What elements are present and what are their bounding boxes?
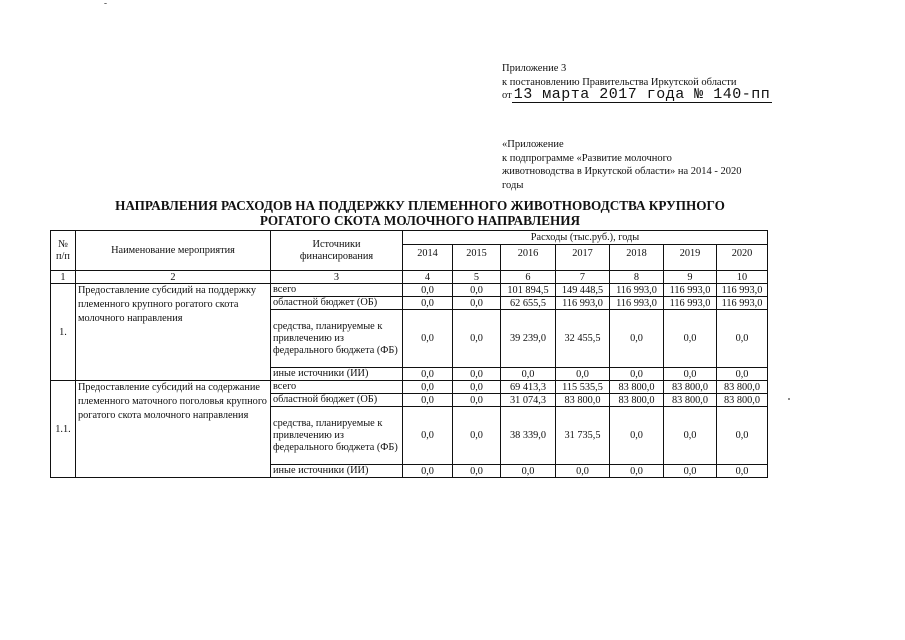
year-header: 2014	[403, 245, 453, 271]
expense-value: 0,0	[717, 407, 768, 465]
annex-note	[502, 62, 772, 103]
expense-value: 83 800,0	[610, 381, 664, 394]
header-expenses: Расходы (тыс.руб.), годы	[403, 231, 768, 245]
resolution-date: 13 марта 2017 года № 140-пп	[513, 86, 771, 103]
expense-value: 31 074,3	[501, 394, 556, 407]
funding-source: областной бюджет (ОБ)	[271, 297, 403, 310]
resolution-date-line	[502, 88, 772, 103]
expense-value: 116 993,0	[610, 284, 664, 297]
appendix-note	[502, 138, 782, 192]
item-number: 1.1.	[51, 381, 76, 478]
appendix-line-1: «Приложение	[502, 139, 564, 150]
funding-source: средства, планируемые к привлечению из федерального бюджета (ФБ)	[271, 407, 403, 465]
expense-value: 0,0	[610, 368, 664, 381]
expense-value: 31 735,5	[556, 407, 610, 465]
expense-value: 62 655,5	[501, 297, 556, 310]
expense-value: 0,0	[610, 310, 664, 368]
appendix-line-4: годы	[502, 179, 524, 191]
expense-value: 116 993,0	[610, 297, 664, 310]
resolution-reference: к постановлению Правительства Иркутской области	[502, 76, 737, 88]
column-index: 7	[556, 271, 610, 284]
expense-value: 0,0	[501, 465, 556, 478]
expense-value: 115 535,5	[556, 381, 610, 394]
expense-value: 0,0	[403, 310, 453, 368]
table-header	[51, 231, 768, 284]
funding-source: иные источники (ИИ)	[271, 465, 403, 478]
expense-value: 83 800,0	[610, 394, 664, 407]
appendix-line-3: животноводства в Иркутской области» на 2014 - 2020	[502, 166, 742, 177]
funding-source: областной бюджет (ОБ)	[271, 394, 403, 407]
expense-value: 0,0	[403, 297, 453, 310]
expense-value: 0,0	[403, 394, 453, 407]
expense-value: 0,0	[501, 368, 556, 381]
expense-value: 0,0	[453, 368, 501, 381]
expense-value: 0,0	[453, 394, 501, 407]
item-name: Предоставление субсидий на поддержку племенного крупного рогатого скота молочного направления	[76, 284, 271, 381]
column-index: 1	[51, 271, 76, 284]
document-title	[60, 198, 780, 228]
column-index: 10	[717, 271, 768, 284]
table-body	[51, 284, 768, 478]
expense-value: 0,0	[664, 368, 717, 381]
expense-value: 0,0	[664, 465, 717, 478]
year-header: 2019	[664, 245, 717, 271]
expense-value: 0,0	[403, 465, 453, 478]
expense-value: 0,0	[556, 465, 610, 478]
expense-value: 0,0	[556, 368, 610, 381]
expense-value: 83 800,0	[717, 394, 768, 407]
date-prefix: от	[502, 90, 512, 101]
table-row	[51, 284, 768, 297]
expense-value: 116 993,0	[664, 284, 717, 297]
appendix-line-2: к подпрограмме «Развитие молочного	[502, 152, 672, 164]
year-header: 2020	[717, 245, 768, 271]
expense-value: 39 239,0	[501, 310, 556, 368]
expense-value: 0,0	[453, 284, 501, 297]
expense-value: 0,0	[664, 407, 717, 465]
title-line-2: РОГАТОГО СКОТА МОЛОЧНОГО НАПРАВЛЕНИЯ	[259, 213, 581, 228]
expense-value: 83 800,0	[556, 394, 610, 407]
expense-value: 0,0	[403, 368, 453, 381]
scan-speck	[788, 398, 790, 400]
header-name: Наименование мероприятия	[76, 231, 271, 271]
expense-value: 0,0	[403, 381, 453, 394]
funding-source: всего	[271, 381, 403, 394]
expense-value: 0,0	[453, 407, 501, 465]
year-header: 2015	[453, 245, 501, 271]
expense-value: 149 448,5	[556, 284, 610, 297]
item-name: Предоставление субсидий на содержание племенного маточного поголовья крупного рогатого скота молочного направления	[76, 381, 271, 478]
expense-value: 0,0	[453, 465, 501, 478]
expense-value: 0,0	[610, 407, 664, 465]
expense-value: 83 800,0	[664, 381, 717, 394]
table-row	[51, 381, 768, 394]
expense-value: 0,0	[717, 368, 768, 381]
funding-source: всего	[271, 284, 403, 297]
expense-value: 32 455,5	[556, 310, 610, 368]
expense-value: 116 993,0	[717, 297, 768, 310]
annex-label: Приложение 3	[502, 63, 567, 74]
expense-value: 0,0	[664, 310, 717, 368]
expense-value: 83 800,0	[664, 394, 717, 407]
expense-value: 116 993,0	[664, 297, 717, 310]
expense-value: 0,0	[453, 297, 501, 310]
column-index: 5	[453, 271, 501, 284]
year-header: 2017	[556, 245, 610, 271]
column-index: 2	[76, 271, 271, 284]
title-line-1: НАПРАВЛЕНИЯ РАСХОДОВ НА ПОДДЕРЖКУ ПЛЕМЕННОГО ЖИВОТНОВОДСТВА КРУПНОГО	[115, 198, 725, 213]
expense-value: 101 894,5	[501, 284, 556, 297]
year-header: 2018	[610, 245, 664, 271]
expense-value: 0,0	[610, 465, 664, 478]
expenses-table	[50, 230, 768, 478]
expense-value: 0,0	[717, 465, 768, 478]
expense-value: 69 413,3	[501, 381, 556, 394]
funding-source: средства, планируемые к привлечению из федерального бюджета (ФБ)	[271, 310, 403, 368]
expense-value: 0,0	[717, 310, 768, 368]
column-index: 9	[664, 271, 717, 284]
expense-value: 116 993,0	[556, 297, 610, 310]
column-index-row	[51, 271, 768, 284]
expense-value: 38 339,0	[501, 407, 556, 465]
funding-source: иные источники (ИИ)	[271, 368, 403, 381]
year-header: 2016	[501, 245, 556, 271]
expense-value: 0,0	[453, 381, 501, 394]
column-index: 4	[403, 271, 453, 284]
column-index: 3	[271, 271, 403, 284]
column-index: 6	[501, 271, 556, 284]
header-number: № п/п	[51, 231, 76, 271]
expense-value: 0,0	[453, 310, 501, 368]
column-index: 8	[610, 271, 664, 284]
expense-value: 0,0	[403, 284, 453, 297]
scan-speck	[104, 3, 107, 4]
header-source: Источники финансирования	[271, 231, 403, 271]
expense-value: 83 800,0	[717, 381, 768, 394]
expense-value: 116 993,0	[717, 284, 768, 297]
item-number: 1.	[51, 284, 76, 381]
expense-value: 0,0	[403, 407, 453, 465]
